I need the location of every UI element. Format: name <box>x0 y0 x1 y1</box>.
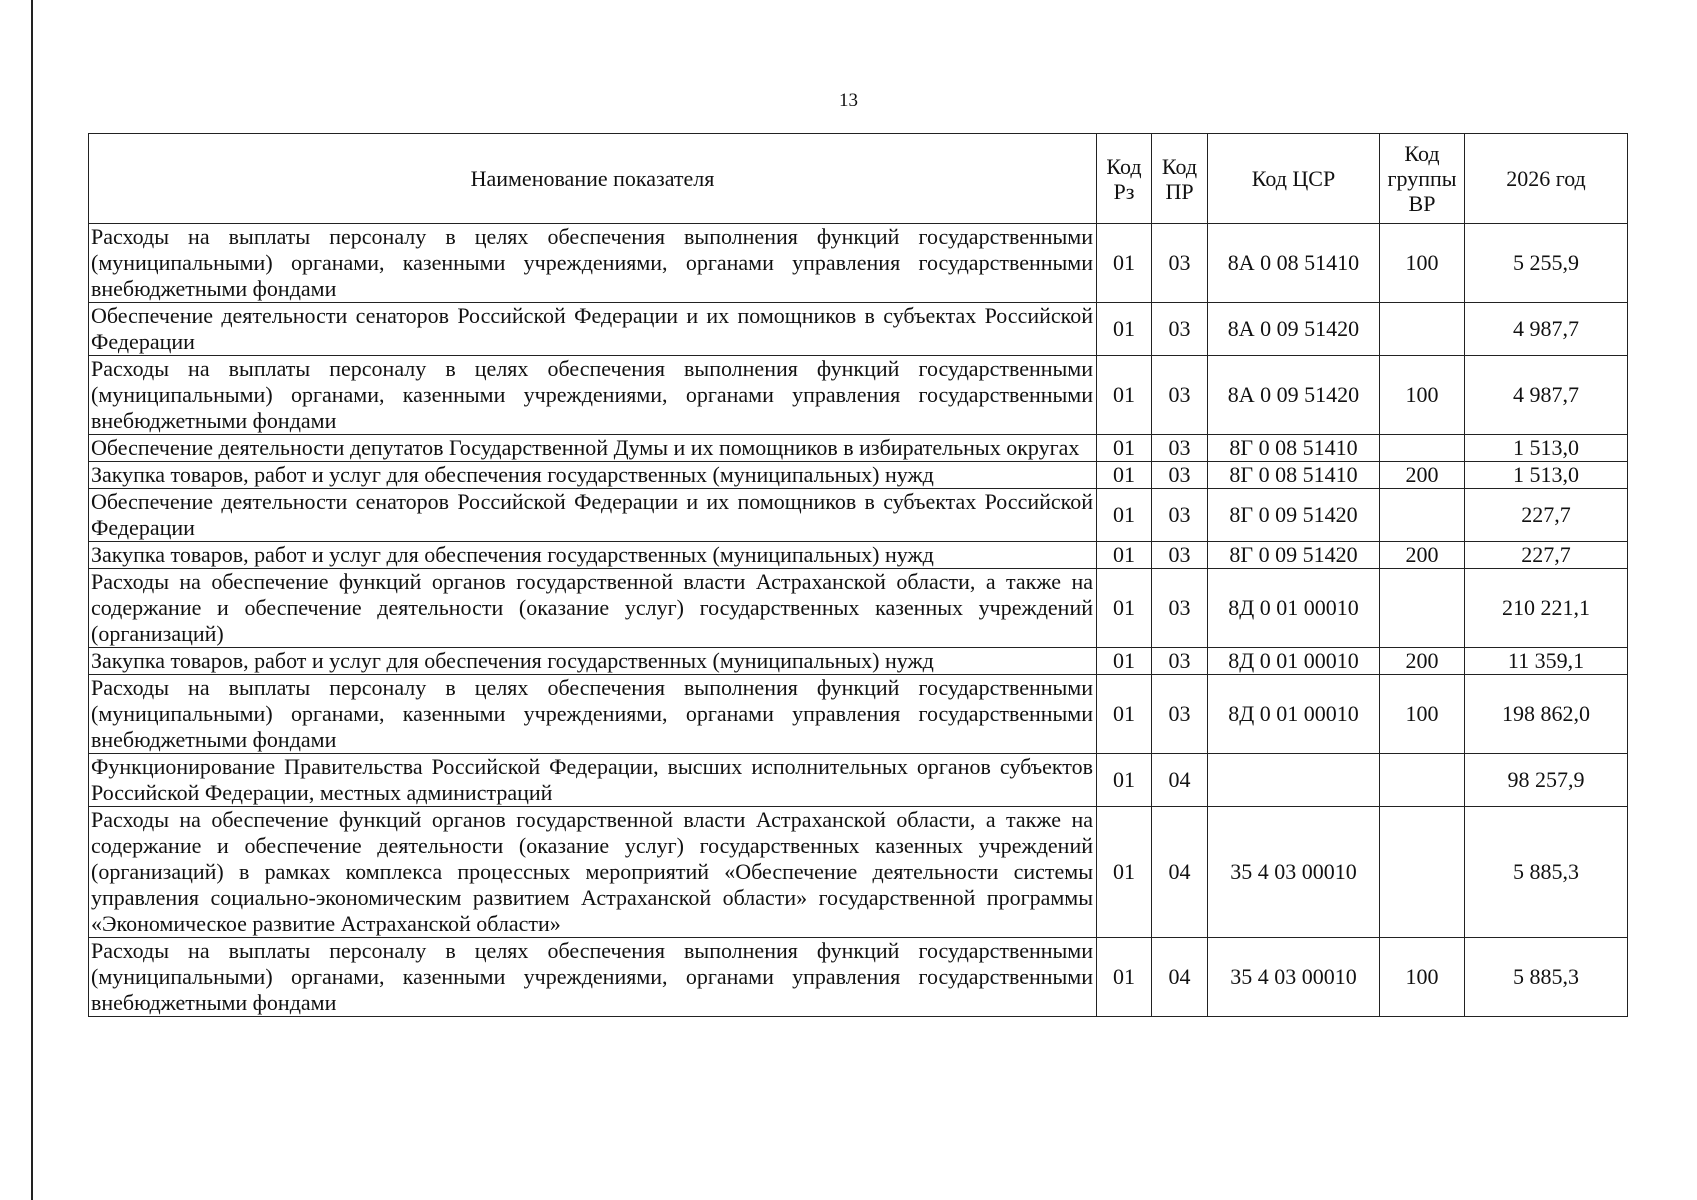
header-year: 2026 год <box>1465 134 1628 224</box>
cell-rz: 01 <box>1097 675 1152 754</box>
cell-name: Расходы на обеспечение функций органов государственной власти Астраханской области, а также на содержание и обеспечение деятельности (оказание услуг) государственных казенных учреждений (организаций) <box>89 569 1097 648</box>
cell-pr: 04 <box>1152 754 1208 807</box>
table-row <box>89 754 1628 807</box>
header-csr: Код ЦСР <box>1208 134 1380 224</box>
cell-csr: 8Г 0 08 51410 <box>1208 435 1380 462</box>
table-row <box>89 303 1628 356</box>
cell-vr <box>1380 807 1465 938</box>
cell-pr: 03 <box>1152 462 1208 489</box>
cell-name: Расходы на выплаты персоналу в целях обеспечения выполнения функций государственными (муниципальными) органами, казенными учреждениями, органами управления государственными внебюджетными фондами <box>89 224 1097 303</box>
cell-amount: 5 885,3 <box>1465 807 1628 938</box>
cell-csr: 8Д 0 01 00010 <box>1208 569 1380 648</box>
cell-name: Расходы на обеспечение функций органов государственной власти Астраханской области, а также на содержание и обеспечение деятельности (оказание услуг) государственных казенных учреждений (организаций) в рамках комплекса процессных мероприятий «Обеспечение деятельности системы управления социально-экономическим развитием Астраханской области» государственной программы «Экономическое развитие Астраханской области» <box>89 807 1097 938</box>
cell-vr: 200 <box>1380 542 1465 569</box>
cell-vr: 100 <box>1380 675 1465 754</box>
cell-name: Обеспечение деятельности депутатов Государственной Думы и их помощников в избирательных округах <box>89 435 1097 462</box>
cell-name: Расходы на выплаты персоналу в целях обеспечения выполнения функций государственными (муниципальными) органами, казенными учреждениями, органами управления государственными внебюджетными фондами <box>89 356 1097 435</box>
cell-vr: 200 <box>1380 462 1465 489</box>
cell-vr <box>1380 754 1465 807</box>
cell-rz: 01 <box>1097 754 1152 807</box>
header-vr: Код группы ВР <box>1380 134 1465 224</box>
cell-rz: 01 <box>1097 303 1152 356</box>
table-row <box>89 938 1628 1017</box>
cell-pr: 03 <box>1152 542 1208 569</box>
cell-name: Функционирование Правительства Российской Федерации, высших исполнительных органов субъектов Российской Федерации, местных администраций <box>89 754 1097 807</box>
header-pr: Код ПР <box>1152 134 1208 224</box>
cell-csr: 8Д 0 01 00010 <box>1208 648 1380 675</box>
cell-amount: 227,7 <box>1465 489 1628 542</box>
cell-rz: 01 <box>1097 462 1152 489</box>
cell-rz: 01 <box>1097 489 1152 542</box>
cell-name: Закупка товаров, работ и услуг для обеспечения государственных (муниципальных) нужд <box>89 648 1097 675</box>
cell-pr: 03 <box>1152 356 1208 435</box>
cell-pr: 03 <box>1152 489 1208 542</box>
cell-amount: 4 987,7 <box>1465 356 1628 435</box>
cell-name: Расходы на выплаты персоналу в целях обеспечения выполнения функций государственными (муниципальными) органами, казенными учреждениями, органами управления государственными внебюджетными фондами <box>89 938 1097 1017</box>
cell-pr: 04 <box>1152 938 1208 1017</box>
cell-vr: 100 <box>1380 356 1465 435</box>
cell-pr: 03 <box>1152 303 1208 356</box>
cell-name: Закупка товаров, работ и услуг для обеспечения государственных (муниципальных) нужд <box>89 462 1097 489</box>
header-name: Наименование показателя <box>89 134 1097 224</box>
cell-amount: 1 513,0 <box>1465 435 1628 462</box>
cell-pr: 03 <box>1152 569 1208 648</box>
cell-vr: 100 <box>1380 938 1465 1017</box>
cell-vr: 200 <box>1380 648 1465 675</box>
cell-amount: 210 221,1 <box>1465 569 1628 648</box>
cell-csr: 35 4 03 00010 <box>1208 807 1380 938</box>
table-row <box>89 542 1628 569</box>
cell-name: Закупка товаров, работ и услуг для обеспечения государственных (муниципальных) нужд <box>89 542 1097 569</box>
cell-amount: 5 255,9 <box>1465 224 1628 303</box>
table-row <box>89 435 1628 462</box>
table-row <box>89 462 1628 489</box>
table-row <box>89 675 1628 754</box>
cell-vr <box>1380 435 1465 462</box>
cell-amount: 98 257,9 <box>1465 754 1628 807</box>
cell-amount: 4 987,7 <box>1465 303 1628 356</box>
cell-csr: 8Г 0 09 51420 <box>1208 489 1380 542</box>
cell-amount: 198 862,0 <box>1465 675 1628 754</box>
cell-rz: 01 <box>1097 807 1152 938</box>
table-header <box>89 134 1628 224</box>
cell-csr: 8А 0 08 51410 <box>1208 224 1380 303</box>
cell-csr: 35 4 03 00010 <box>1208 938 1380 1017</box>
cell-vr <box>1380 489 1465 542</box>
cell-amount: 5 885,3 <box>1465 938 1628 1017</box>
table-row <box>89 356 1628 435</box>
cell-pr: 03 <box>1152 675 1208 754</box>
header-row <box>89 134 1628 224</box>
table-row <box>89 569 1628 648</box>
cell-csr: 8А 0 09 51420 <box>1208 303 1380 356</box>
cell-csr: 8А 0 09 51420 <box>1208 356 1380 435</box>
table-body <box>89 224 1628 1017</box>
header-rz: Код Рз <box>1097 134 1152 224</box>
cell-rz: 01 <box>1097 542 1152 569</box>
page-number: 13 <box>839 90 858 111</box>
cell-rz: 01 <box>1097 569 1152 648</box>
cell-vr: 100 <box>1380 224 1465 303</box>
cell-name: Обеспечение деятельности сенаторов Российской Федерации и их помощников в субъектах Российской Федерации <box>89 489 1097 542</box>
cell-pr: 04 <box>1152 807 1208 938</box>
table-row <box>89 648 1628 675</box>
cell-rz: 01 <box>1097 938 1152 1017</box>
budget-table <box>88 133 1628 1017</box>
cell-csr: 8Г 0 09 51420 <box>1208 542 1380 569</box>
cell-rz: 01 <box>1097 435 1152 462</box>
cell-pr: 03 <box>1152 435 1208 462</box>
cell-amount: 11 359,1 <box>1465 648 1628 675</box>
cell-name: Расходы на выплаты персоналу в целях обеспечения выполнения функций государственными (муниципальными) органами, казенными учреждениями, органами управления государственными внебюджетными фондами <box>89 675 1097 754</box>
table-row <box>89 489 1628 542</box>
cell-amount: 227,7 <box>1465 542 1628 569</box>
table-row <box>89 224 1628 303</box>
cell-vr <box>1380 303 1465 356</box>
cell-rz: 01 <box>1097 648 1152 675</box>
cell-rz: 01 <box>1097 356 1152 435</box>
cell-amount: 1 513,0 <box>1465 462 1628 489</box>
table-row <box>89 807 1628 938</box>
binding-edge-line <box>31 0 33 1200</box>
cell-csr: 8Г 0 08 51410 <box>1208 462 1380 489</box>
cell-pr: 03 <box>1152 648 1208 675</box>
cell-csr: 8Д 0 01 00010 <box>1208 675 1380 754</box>
cell-rz: 01 <box>1097 224 1152 303</box>
cell-csr <box>1208 754 1380 807</box>
cell-vr <box>1380 569 1465 648</box>
cell-name: Обеспечение деятельности сенаторов Российской Федерации и их помощников в субъектах Российской Федерации <box>89 303 1097 356</box>
cell-pr: 03 <box>1152 224 1208 303</box>
